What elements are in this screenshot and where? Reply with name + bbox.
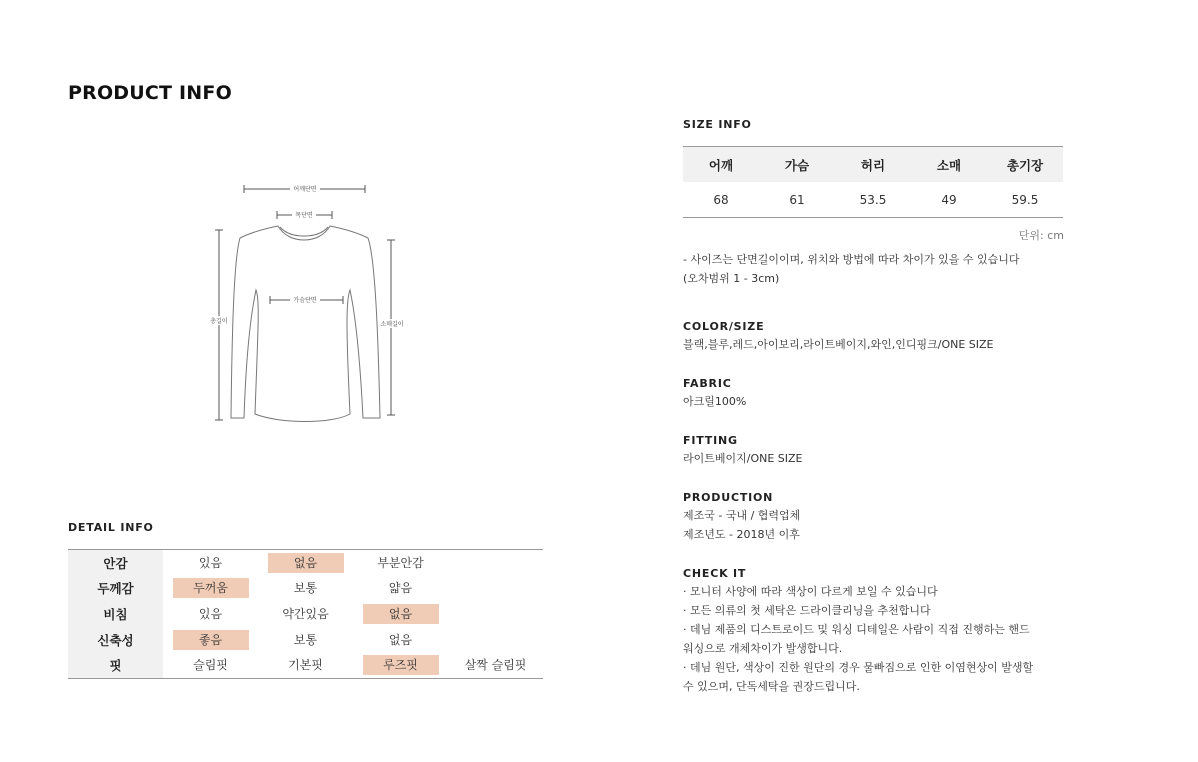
fabric-section (683, 377, 1068, 411)
shoulder-label: 어깨단면 (293, 186, 317, 193)
size-note-line: (오차범위 1 - 3cm) (683, 272, 780, 285)
detail-option-label: 좋음 (173, 630, 249, 650)
chest-label: 가슴단면 (293, 297, 317, 304)
production-line: 제조국 - 국내 / 협력업체 (683, 509, 801, 522)
size-info-heading: SIZE INFO (683, 118, 752, 131)
detail-option-selected (353, 601, 448, 627)
production-line: 제조년도 - 2018년 이후 (683, 528, 800, 541)
detail-option (353, 550, 448, 576)
detail-option-label: 기본핏 (288, 658, 323, 673)
size-value: 49 (941, 192, 957, 207)
detail-option-label: 부분안감 (377, 555, 424, 570)
detail-row-label: 안감 (68, 550, 163, 576)
detail-option-label: 얇음 (388, 581, 413, 596)
size-table (683, 146, 1063, 218)
detail-option-label: 없음 (388, 632, 413, 647)
page-title: PRODUCT INFO (68, 82, 232, 104)
detail-option (258, 652, 353, 678)
detail-option (163, 601, 258, 627)
size-col-header: 총기장 (1006, 157, 1044, 173)
check-it-heading: CHECK IT (683, 567, 747, 580)
size-value: 61 (789, 192, 805, 207)
detail-option (258, 627, 353, 653)
size-col-header: 허리 (860, 157, 886, 173)
size-unit: 단위: cm (1018, 229, 1064, 242)
detail-info-heading: DETAIL INFO (68, 521, 154, 534)
detail-row-label: 신축성 (68, 627, 163, 653)
detail-option-label: 있음 (198, 555, 223, 570)
size-value: 68 (713, 192, 729, 207)
detail-option-label: 보통 (293, 581, 318, 596)
detail-option (163, 550, 258, 576)
check-it-line: 수 있으며, 단독세탁을 권장드립니다. (683, 680, 860, 693)
detail-row-label: 비침 (68, 601, 163, 627)
sleeve-label: 소매길이 (380, 321, 404, 328)
neck-label: 목단면 (295, 212, 313, 219)
detail-option (258, 576, 353, 602)
detail-option-selected (163, 576, 258, 602)
detail-row (68, 652, 543, 678)
detail-option-selected (353, 652, 448, 678)
check-it-line: · 모니터 사양에 따라 색상이 다르게 보일 수 있습니다 (683, 585, 938, 598)
detail-option-selected (258, 550, 353, 576)
detail-info-table (68, 549, 543, 679)
detail-row (68, 601, 543, 627)
color-size-heading: COLOR/SIZE (683, 320, 765, 333)
detail-option-label: 없음 (268, 553, 344, 573)
detail-option-label: 보통 (293, 632, 318, 647)
detail-option (163, 652, 258, 678)
detail-option-label: 살짝 슬림핏 (464, 658, 527, 673)
size-note-line: - 사이즈는 단면길이이며, 위치와 방법에 따라 차이가 있을 수 있습니다 (683, 253, 1020, 266)
detail-row-label: 두께감 (68, 576, 163, 602)
color-size-text: 블랙,블루,레드,아이보리,라이트베이지,와인,인디핑크/ONE SIZE (683, 338, 994, 351)
size-col-header: 소매 (936, 157, 962, 173)
detail-row (68, 550, 543, 576)
size-note (683, 250, 1068, 288)
detail-option (448, 652, 543, 678)
detail-option-label: 약간있음 (282, 606, 329, 621)
length-label: 총길이 (210, 318, 228, 325)
fitting-heading: FITTING (683, 434, 738, 447)
fitting-text: 라이트베이지/ONE SIZE (683, 452, 803, 465)
size-col-header: 어깨 (708, 157, 734, 173)
detail-row-label: 핏 (68, 652, 163, 678)
check-it-line: · 모든 의류의 첫 세탁은 드라이클리닝을 추천합니다 (683, 604, 931, 617)
check-it-line: · 데님 원단, 색상이 진한 원단의 경우 물빠짐으로 인한 이염현상이 발생할 (683, 661, 1034, 674)
fitting-section (683, 434, 1068, 468)
fabric-heading: FABRIC (683, 377, 732, 390)
check-it-section (683, 567, 1068, 696)
size-value: 53.5 (859, 192, 887, 207)
detail-option-label: 없음 (363, 604, 439, 624)
fabric-text: 아크릴100% (683, 395, 747, 408)
detail-row (68, 627, 543, 653)
garment-diagram (200, 178, 420, 426)
detail-option-label: 루즈핏 (363, 655, 439, 675)
detail-row (68, 576, 543, 602)
size-table-row (683, 182, 1063, 217)
production-heading: PRODUCTION (683, 491, 774, 504)
detail-option-selected (163, 627, 258, 653)
detail-option (353, 627, 448, 653)
detail-option-label: 슬림핏 (193, 658, 228, 673)
production-section (683, 491, 1068, 544)
check-it-line: · 데님 제품의 디스트로이드 및 워싱 디테일은 사람이 직접 진행하는 핸드 (683, 623, 1030, 636)
size-table-header (683, 147, 1063, 182)
detail-option (353, 576, 448, 602)
check-it-line: 워싱으로 개체차이가 발생합니다. (683, 642, 843, 655)
size-col-header: 가슴 (784, 157, 810, 173)
detail-option-label: 있음 (198, 606, 223, 621)
size-value: 59.5 (1011, 192, 1039, 207)
detail-option-label: 두꺼움 (173, 578, 249, 598)
detail-option (258, 601, 353, 627)
color-size-section (683, 320, 1068, 354)
